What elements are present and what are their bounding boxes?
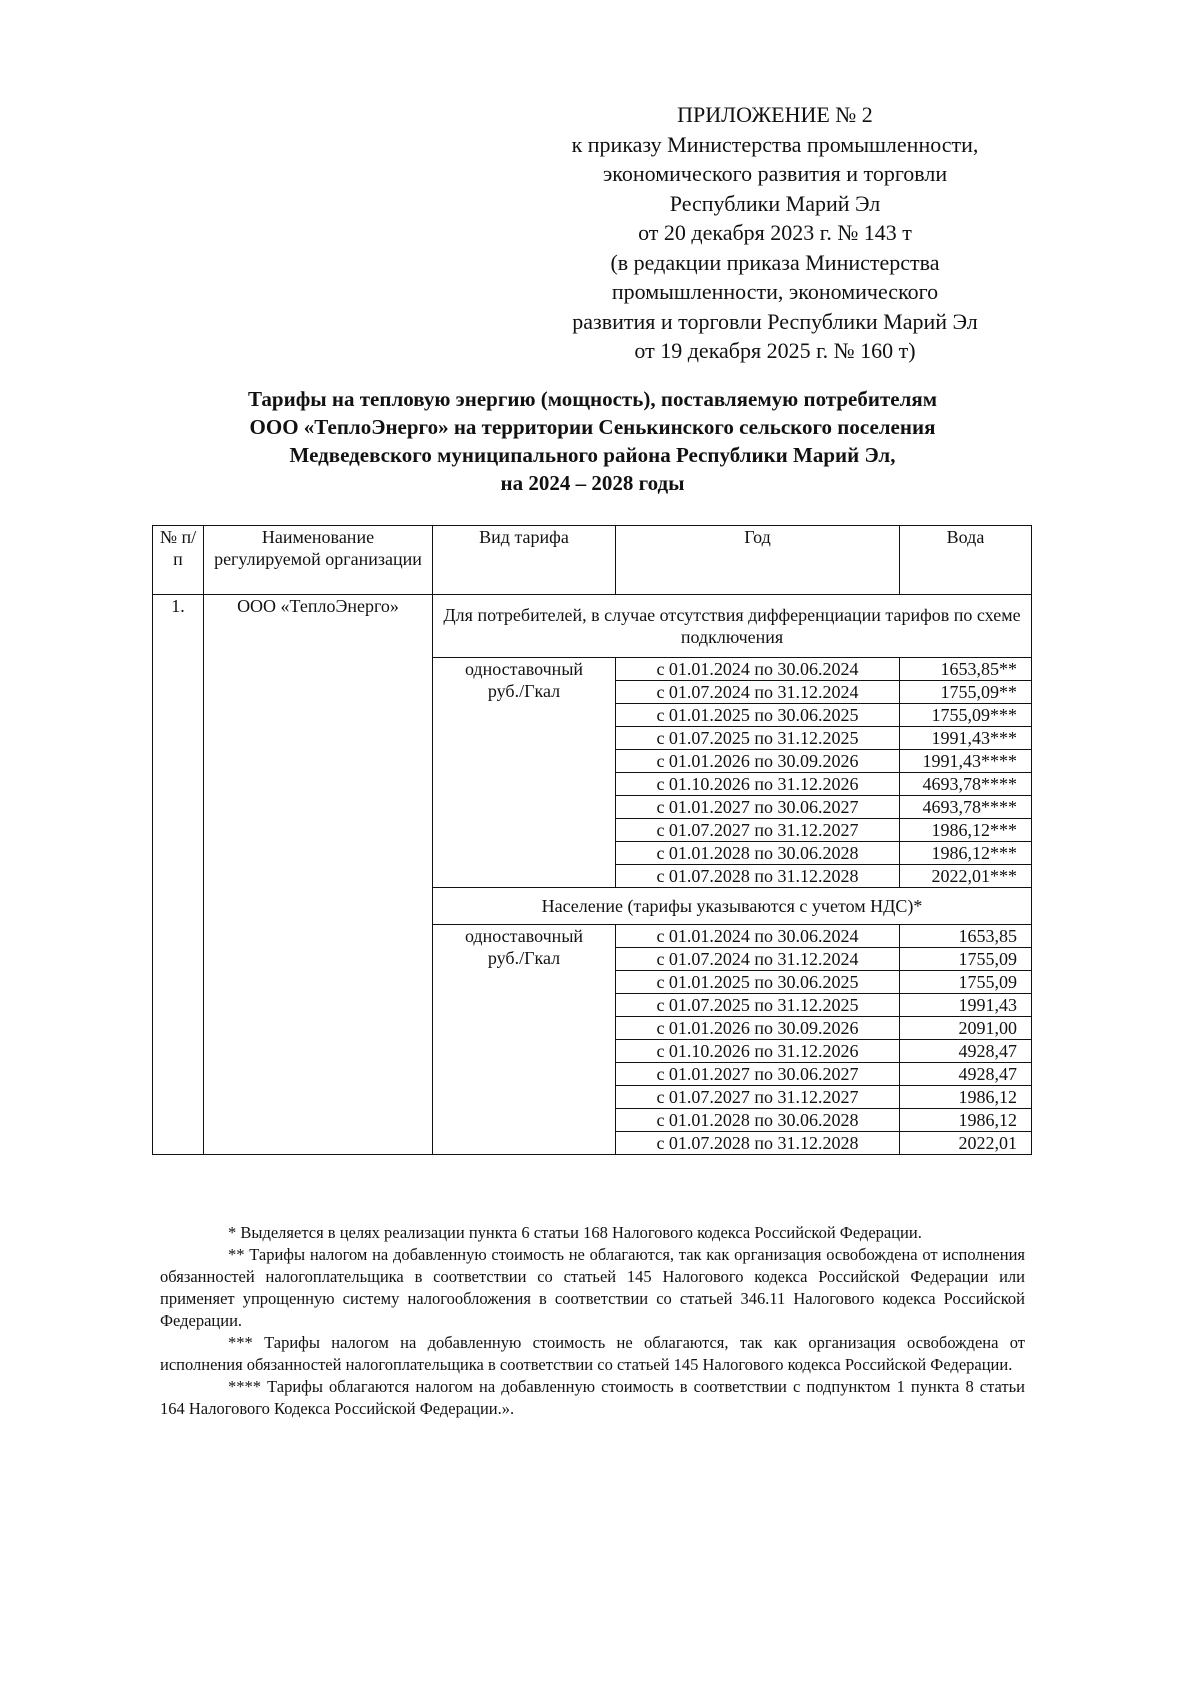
tariff-value: 2022,01***	[900, 865, 1032, 888]
tariff-value: 1986,12***	[900, 842, 1032, 865]
section-heading: Население (тарифы указываются с учетом НДС)*	[433, 888, 1032, 925]
period-cell: с 01.01.2027 по 30.06.2027	[616, 1063, 900, 1086]
period-cell: с 01.01.2028 по 30.06.2028	[616, 842, 900, 865]
organization-name: ООО «ТеплоЭнерго»	[204, 595, 433, 1155]
tariff-type: одноставочный руб./Гкал	[433, 925, 616, 1155]
period-cell: с 01.01.2027 по 30.06.2027	[616, 796, 900, 819]
period-cell: с 01.01.2024 по 30.06.2024	[616, 658, 900, 681]
period-cell: с 01.01.2026 по 30.09.2026	[616, 1017, 900, 1040]
period-cell: с 01.07.2025 по 31.12.2025	[616, 994, 900, 1017]
column-header: Вид тарифа	[433, 526, 616, 595]
period-cell: с 01.01.2026 по 30.09.2026	[616, 750, 900, 773]
tariff-value: 2091,00	[900, 1017, 1032, 1040]
title-line: Медведевского муниципального района Республики Марий Эл,	[289, 443, 896, 467]
appendix-line: экономического развития и торговли	[602, 161, 948, 186]
period-cell: с 01.10.2026 по 31.12.2026	[616, 1040, 900, 1063]
column-header: № п/п	[153, 526, 204, 595]
tariff-value: 1991,43***	[900, 727, 1032, 750]
tariff-value: 1653,85**	[900, 658, 1032, 681]
tariff-type: одноставочный руб./Гкал	[433, 658, 616, 888]
appendix-line: промышленности, экономического	[611, 279, 939, 304]
tariff-value: 1991,43****	[900, 750, 1032, 773]
tariff-value: 4928,47	[900, 1040, 1032, 1063]
appendix-header	[540, 100, 1010, 366]
appendix-line: развития и торговли Республики Марий Эл	[572, 308, 978, 334]
title-line: на 2024 – 2028 годы	[500, 471, 685, 495]
footnotes	[160, 1222, 1025, 1420]
row-number: 1.	[153, 595, 204, 1155]
footnote: ** Тарифы налогом на добавленную стоимость не облагаются, так как организация освобождена от исполнения обязанностей налогоплательщика в соответствии со статьей 145 Налогового кодекса Российской Федерации или применяет упрощенную систему налогообложения в соответствии со статьей 346.11 Налогового кодекса Российской Федерации.	[160, 1245, 1025, 1330]
title-line: ООО «ТеплоЭнерго» на территории Сенькинского сельского поселения	[249, 415, 936, 439]
appendix-line: Республики Марий Эл	[669, 190, 881, 216]
tariff-value: 1755,09**	[900, 681, 1032, 704]
tariff-table	[152, 525, 1032, 1155]
tariff-value: 4693,78****	[900, 773, 1032, 796]
tariff-value: 1755,09	[900, 948, 1032, 971]
footnote: **** Тарифы облагаются налогом на добавленную стоимость в соответствии с подпунктом 1 пункта 8 статьи 164 Налогового Кодекса Российской Федерации.».	[160, 1377, 1025, 1418]
tariff-value: 1986,12	[900, 1109, 1032, 1132]
appendix-line: к приказу Министерства промышленности,	[571, 131, 979, 157]
footnote: *** Тарифы налогом на добавленную стоимость не облагаются, так как организация освобождена от исполнения обязанностей налогоплательщика в соответствии со статьей 145 Налогового кодекса Российской Федерации.	[160, 1333, 1025, 1374]
section-row	[153, 595, 1032, 658]
period-cell: с 01.10.2026 по 31.12.2026	[616, 773, 900, 796]
period-cell: с 01.07.2024 по 31.12.2024	[616, 681, 900, 704]
tariff-value: 1755,09***	[900, 704, 1032, 727]
tariff-value: 1653,85	[900, 925, 1032, 948]
tariff-value: 1986,12***	[900, 819, 1032, 842]
section-heading: Для потребителей, в случае отсутствия дифференциации тарифов по схеме подключения	[433, 595, 1032, 658]
period-cell: с 01.07.2027 по 31.12.2027	[616, 1086, 900, 1109]
tariff-value: 1991,43	[900, 994, 1032, 1017]
period-cell: с 01.01.2028 по 30.06.2028	[616, 1109, 900, 1132]
footnote: * Выделяется в целях реализации пункта 6 статьи 168 Налогового кодекса Российской Федерации.	[228, 1223, 922, 1242]
header-row	[153, 526, 1032, 595]
tariff-value: 1755,09	[900, 971, 1032, 994]
appendix-line: от 20 декабря 2023 г. № 143 т	[638, 220, 912, 245]
period-cell: с 01.07.2028 по 31.12.2028	[616, 865, 900, 888]
tariff-value: 2022,01	[900, 1132, 1032, 1155]
title-line: Тарифы на тепловую энергию (мощность), поставляемую потребителям	[247, 387, 938, 411]
appendix-line: (в редакции приказа Министерства	[610, 249, 940, 275]
column-header: Наименование регулируемой организации	[204, 526, 433, 595]
appendix-line: от 19 декабря 2025 г. № 160 т)	[634, 338, 916, 363]
tariff-value: 4693,78****	[900, 796, 1032, 819]
period-cell: с 01.07.2027 по 31.12.2027	[616, 819, 900, 842]
column-header: Вода	[900, 526, 1032, 595]
tariff-value: 4928,47	[900, 1063, 1032, 1086]
period-cell: с 01.07.2024 по 31.12.2024	[616, 948, 900, 971]
period-cell: с 01.07.2028 по 31.12.2028	[616, 1132, 900, 1155]
period-cell: с 01.07.2025 по 31.12.2025	[616, 727, 900, 750]
column-header: Год	[616, 526, 900, 595]
document-title	[150, 385, 1035, 497]
tariff-value: 1986,12	[900, 1086, 1032, 1109]
period-cell: с 01.01.2025 по 30.06.2025	[616, 971, 900, 994]
period-cell: с 01.01.2025 по 30.06.2025	[616, 704, 900, 727]
appendix-line: ПРИЛОЖЕНИЕ № 2	[677, 102, 873, 127]
period-cell: с 01.01.2024 по 30.06.2024	[616, 925, 900, 948]
